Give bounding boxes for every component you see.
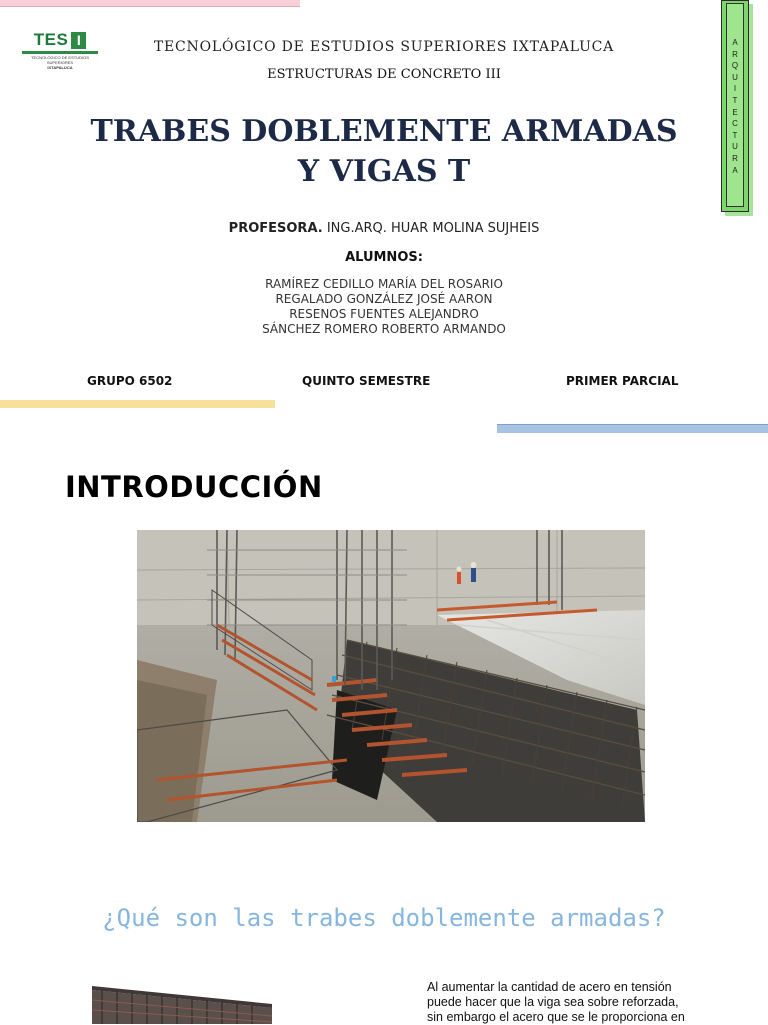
main-title-line-2: Y VIGAS T bbox=[297, 154, 471, 189]
logo-subtitle: TECNOLÓGICO DE ESTUDIOS SUPERIORES bbox=[31, 55, 89, 65]
beam-illustration bbox=[82, 980, 282, 1024]
partial-label: PRIMER PARCIAL bbox=[566, 374, 679, 388]
institution-name: TECNOLÓGICO DE ESTUDIOS SUPERIORES IXTAPALUCA bbox=[153, 39, 615, 55]
professor-name: ING.ARQ. HUAR MOLINA SUJHEIS bbox=[326, 221, 540, 236]
side-tab-letter: T bbox=[732, 130, 738, 140]
section-body bbox=[427, 980, 700, 1025]
side-tab bbox=[721, 0, 749, 212]
side-tab-letter: U bbox=[732, 142, 738, 152]
student-name: RAMÍREZ CEDILLO MARÍA DEL ROSARIO bbox=[265, 277, 503, 291]
main-title bbox=[60, 112, 708, 192]
student-name: SÁNCHEZ ROMERO ROBERTO ARMANDO bbox=[262, 322, 506, 336]
group-label: GRUPO 6502 bbox=[87, 374, 173, 388]
body-line: puede hacer que la viga sea sobre reforzada, bbox=[427, 995, 679, 1009]
professor-line bbox=[0, 221, 768, 236]
side-tab-letter: Q bbox=[731, 61, 739, 71]
course-name: ESTRUCTURAS DE CONCRETO III bbox=[267, 67, 501, 82]
side-tab-label bbox=[722, 37, 748, 176]
side-tab-letter: A bbox=[732, 165, 738, 175]
pink-accent-bar bbox=[0, 0, 300, 7]
yellow-accent-bar bbox=[0, 400, 275, 408]
student-name: RESENOS FUENTES ALEJANDRO bbox=[289, 307, 479, 321]
students-label: ALUMNOS: bbox=[345, 250, 423, 265]
info-row bbox=[0, 374, 768, 392]
logo-subtitle-city: IXTAPALUCA bbox=[47, 65, 73, 70]
logo-divider bbox=[22, 51, 98, 54]
side-tab-letter: A bbox=[732, 38, 738, 47]
construction-photo bbox=[137, 530, 645, 822]
logo-text: TES bbox=[33, 30, 69, 49]
main-title-line-1: TRABES DOBLEMENTE ARMADAS bbox=[90, 114, 678, 149]
student-name: REGALADO GONZÁLEZ JOSÉ AARON bbox=[275, 292, 493, 306]
semester-label: QUINTO SEMESTRE bbox=[302, 374, 431, 388]
blue-accent-bar bbox=[497, 424, 768, 433]
side-tab-letter: I bbox=[733, 84, 737, 94]
professor-label: PROFESORA. bbox=[228, 221, 323, 236]
body-line: Al aumentar la cantidad de acero en tensión bbox=[427, 980, 672, 994]
students-list bbox=[0, 277, 768, 337]
intro-heading: INTRODUCCIÓN bbox=[65, 470, 323, 504]
side-tab-letter: E bbox=[732, 107, 738, 117]
section-question: ¿Qué son las trabes doblemente armadas? bbox=[102, 904, 666, 932]
logo-box: I bbox=[71, 32, 86, 49]
side-tab-letter: R bbox=[732, 153, 738, 163]
body-line: sin embargo el acero que se le proporciona en bbox=[427, 1010, 685, 1024]
side-tab-letter: R bbox=[732, 49, 738, 59]
tes-logo bbox=[18, 30, 102, 70]
side-tab-letter: T bbox=[732, 95, 738, 105]
side-tab-letter: C bbox=[732, 119, 738, 129]
side-tab-letter: U bbox=[732, 72, 738, 82]
